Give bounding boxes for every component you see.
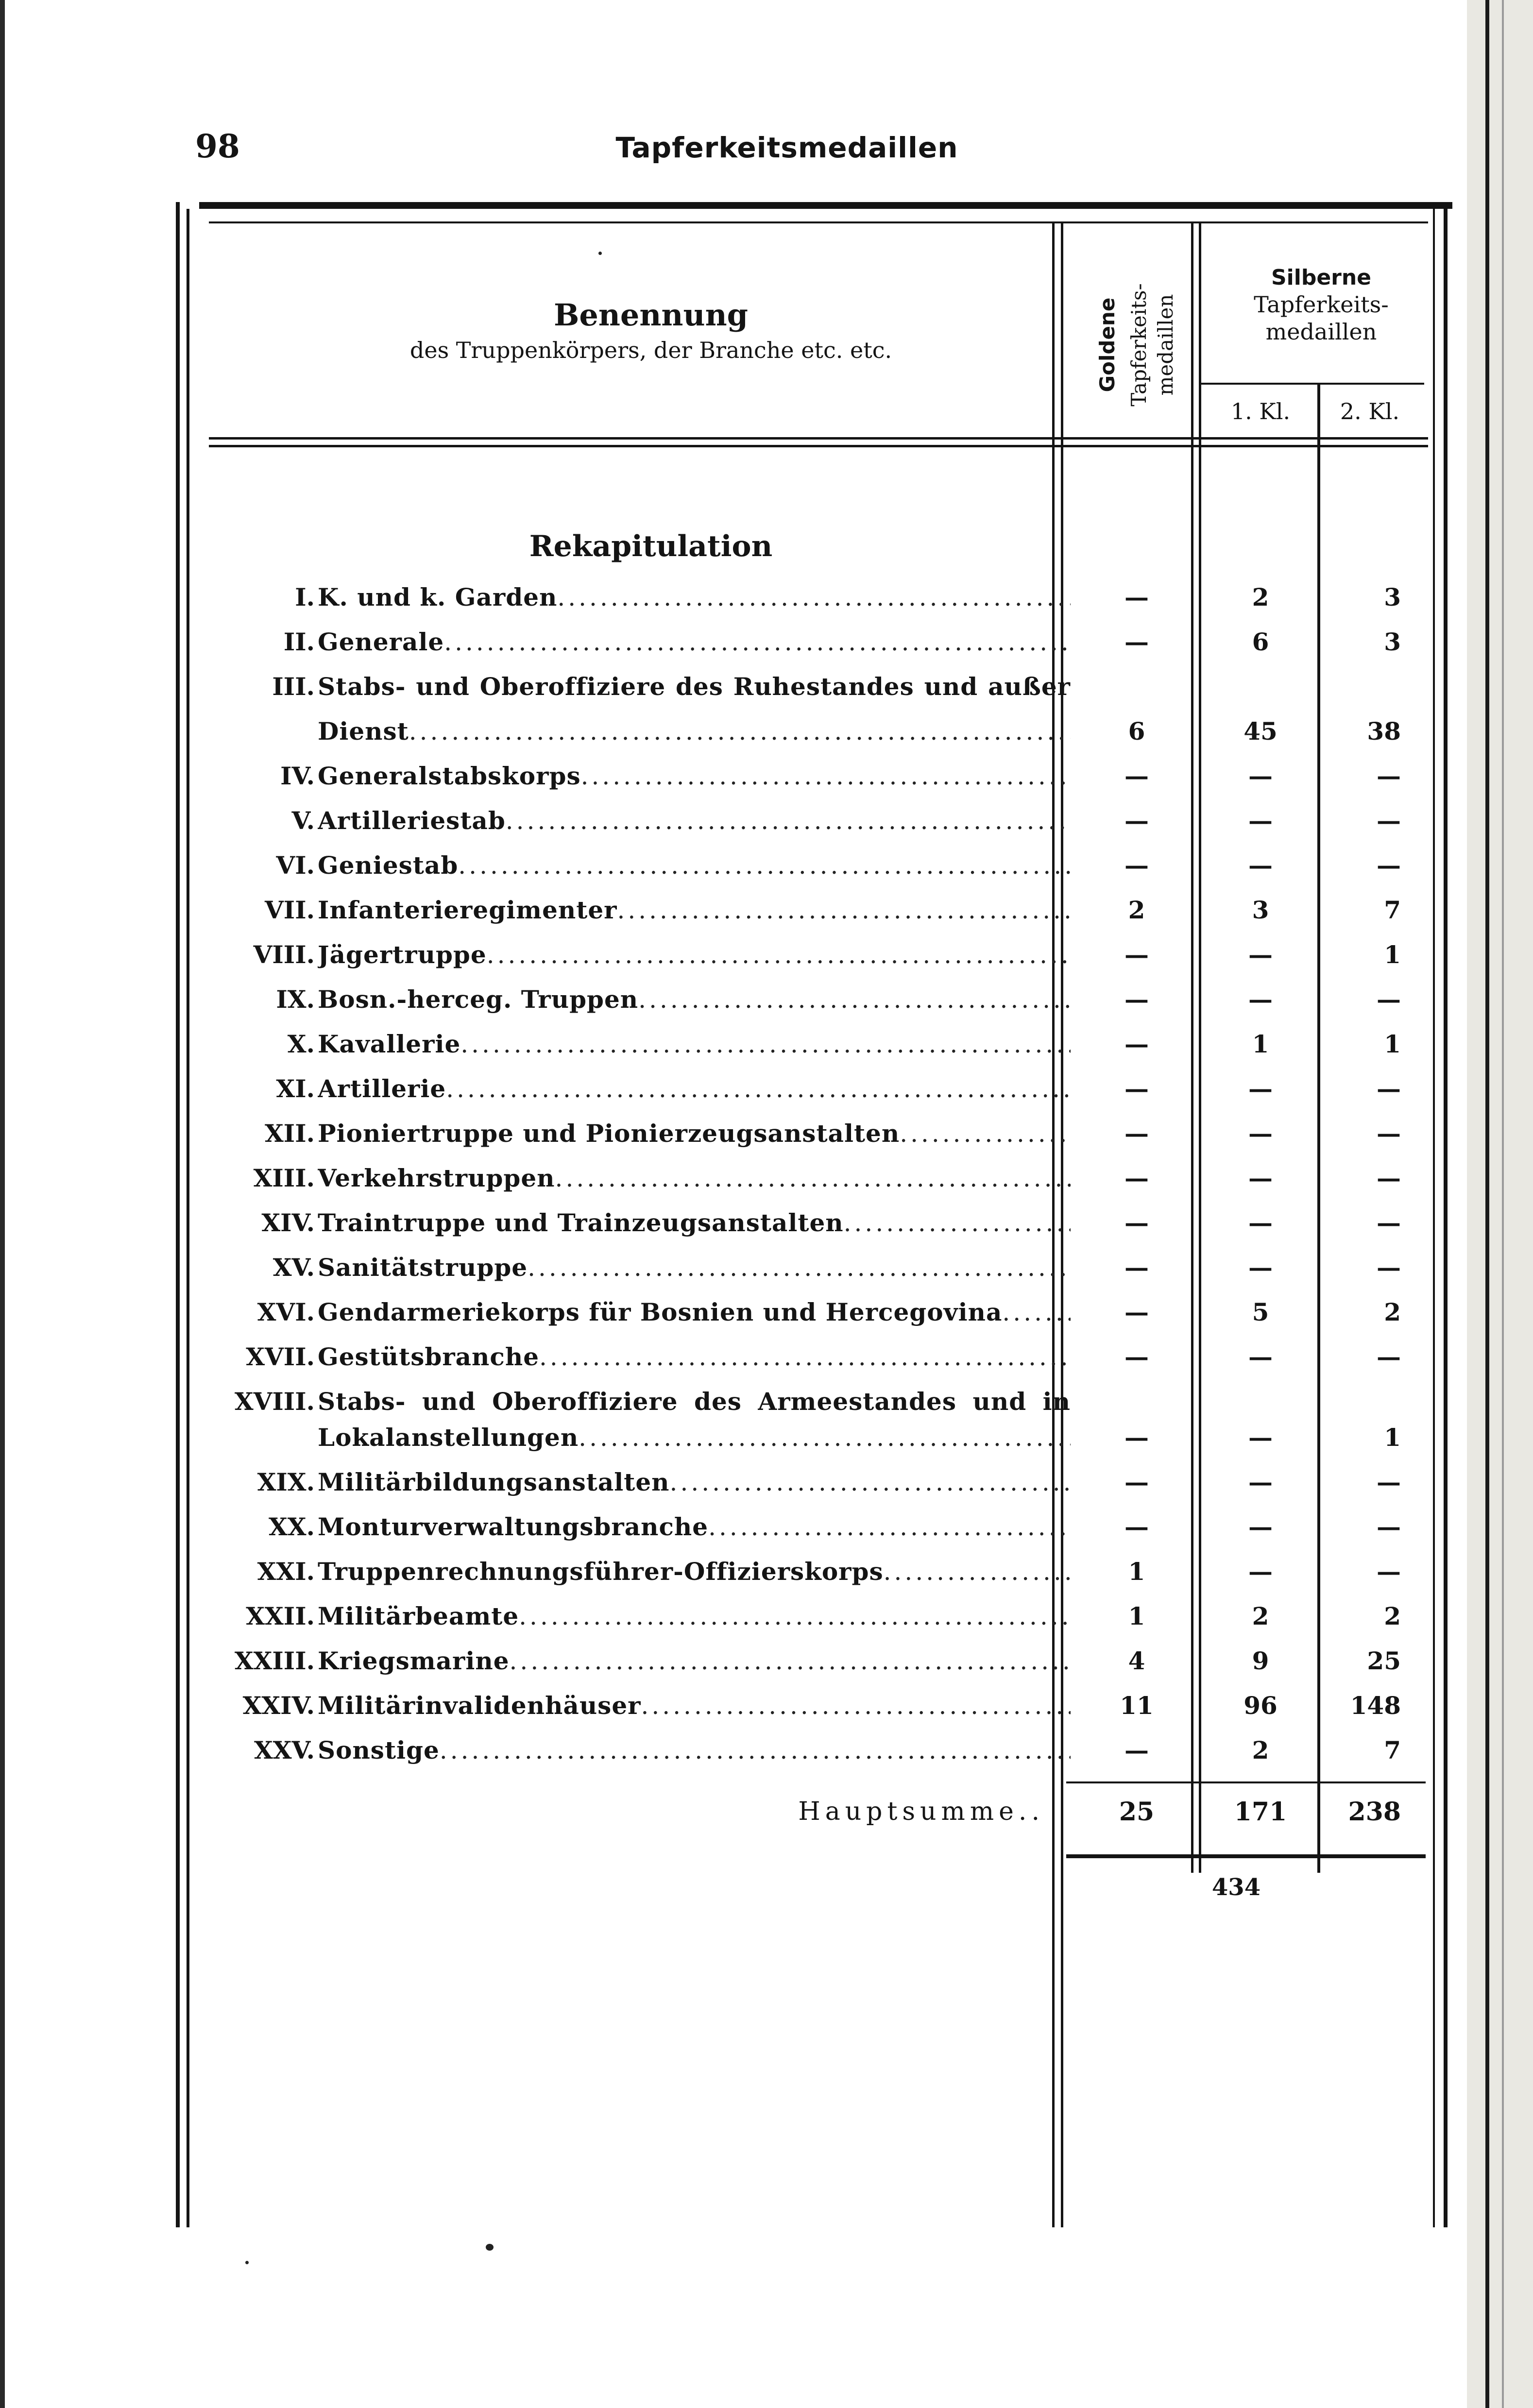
row-label: Kriegsmarine ..... [318,1646,1071,1675]
cell-class2: 2 [1384,1298,1401,1326]
scan-speck [486,2244,494,2251]
cell-class1: — [1248,1557,1273,1586]
cell-gold: — [1124,1342,1149,1371]
silver-header-line3: medaillen [1265,319,1377,345]
row-number: XV. [273,1253,315,1282]
row-label: Artilleriestab ..... [318,806,1071,835]
scan-background [1467,0,1533,2408]
total-gold: 25 [1119,1797,1155,1827]
running-head: Tapferkeitsmedaillen [615,131,958,164]
cell-class2: 3 [1384,627,1401,656]
row-label: Militärbildungsanstalten ..... [318,1468,1071,1496]
row-label: Truppenrechnungsführer-Offizierskorps ..... [318,1557,1071,1586]
row-number: III. [272,672,315,701]
table-top-border [199,202,1452,209]
row-label: Gendarmeriekorps für Bosnien und Hercegovina ..... [318,1298,1071,1326]
row-number: XXI. [257,1557,315,1586]
cell-class2: — [1377,806,1401,835]
row-label: Jägertruppe ..... [318,940,1071,969]
scan-speck [598,252,602,255]
table-row [0,896,1467,939]
table-row [0,851,1467,895]
page-edge-shadow [1485,0,1489,2408]
table-row [0,627,1467,671]
gold-header-line3: medaillen [1154,294,1177,396]
class1-header: 1. Kl. [1230,398,1291,424]
row-number: II. [283,627,315,656]
table-row [0,1646,1467,1690]
gold-header-line2: Tapferkeits- [1127,283,1151,407]
row-number: XVI. [257,1298,315,1326]
cell-gold: — [1124,1074,1149,1103]
cell-gold: — [1124,583,1149,611]
row-label: Stabs- und Oberoffiziere des Armeestandes und in [318,1387,1071,1416]
row-label: Generalstabskorps ..... [318,762,1071,790]
cell-class1: — [1248,806,1273,835]
table-row [0,1468,1467,1511]
row-number: V. [291,806,315,835]
table-row [0,1253,1467,1297]
cell-class2: 148 [1350,1691,1401,1720]
row-number: IX. [276,985,315,1014]
column-name-subtitle: des Truppenkörpers, der Branche etc. etc. [409,337,892,363]
cell-class1: 2 [1252,1602,1269,1630]
row-label: Monturverwaltungsbranche ..... [318,1512,1071,1541]
row-number: XII. [265,1119,315,1148]
cell-class2: — [1377,1074,1401,1103]
cell-class1: — [1248,1342,1273,1371]
cell-gold: — [1124,762,1149,790]
row-number: X. [287,1030,315,1058]
cell-class2: 7 [1384,1736,1401,1764]
row-label: Geniestab ..... [318,851,1071,880]
cell-gold: 1 [1128,1557,1145,1586]
cell-class1: — [1248,1253,1273,1282]
table-row [0,1736,1467,1780]
totals-top-rule [1066,1781,1426,1783]
cell-class2: — [1377,851,1401,880]
cell-class1: 9 [1252,1646,1269,1675]
cell-class1: — [1248,1074,1273,1103]
table-row [0,1557,1467,1601]
cell-class2: 25 [1367,1646,1401,1675]
gold-header-line1: Goldene [1095,297,1119,392]
table-row [0,1208,1467,1252]
table-row [0,1602,1467,1645]
cell-gold: 1 [1128,1602,1145,1630]
column-name-title: Benennung [553,297,749,333]
cell-class1: — [1248,1119,1273,1148]
cell-class2: — [1377,1557,1401,1586]
cell-class2: — [1377,1119,1401,1148]
silver-header-line1: Silberne [1271,265,1372,290]
table-row [0,940,1467,984]
page-number: 98 [195,127,240,165]
row-label: Sonstige ..... [318,1736,1071,1764]
row-label: Generale ..... [318,627,1071,656]
cell-class1: — [1248,851,1273,880]
row-label: Bosn.-herceg. Truppen ..... [318,985,1071,1014]
row-number: IV. [280,762,315,790]
cell-gold: — [1124,1030,1149,1058]
row-number: XI. [276,1074,315,1103]
row-number: XXII. [246,1602,315,1630]
row-number: VII. [265,896,315,924]
row-label: Kavallerie ..... [318,1030,1071,1058]
row-label: Stabs- und Oberoffiziere des Ruhestandes und außer [318,672,1071,701]
cell-gold: — [1124,1512,1149,1541]
cell-gold: 2 [1128,896,1145,924]
cell-gold: — [1124,1208,1149,1237]
cell-gold: 11 [1120,1691,1154,1720]
table-row [0,1512,1467,1556]
row-number: XXV. [254,1736,315,1764]
grand-total: 434 [1211,1874,1261,1901]
row-label: Militärinvalidenhäuser ..... [318,1691,1071,1720]
row-number: XIV. [261,1208,315,1237]
cell-class1: 2 [1252,583,1269,611]
table-row [0,1030,1467,1073]
table-row [0,985,1467,1029]
cell-class1: 1 [1252,1030,1269,1058]
page-fold-line [1502,0,1504,2408]
cell-gold: — [1124,851,1149,880]
row-number: XVII. [246,1342,315,1371]
total-class2: 238 [1348,1797,1401,1827]
table-row [0,672,1467,716]
total-class1: 171 [1234,1797,1287,1827]
cell-gold: — [1124,940,1149,969]
class2-header: 2. Kl. [1340,398,1400,424]
cell-class1: — [1248,1512,1273,1541]
cell-class1: 3 [1252,896,1269,924]
cell-class2: — [1377,1208,1401,1237]
row-number: VIII. [253,940,315,969]
cell-class1: — [1248,1468,1273,1496]
silver-subheader-rule [1201,383,1424,385]
section-title: Rekapitulation [529,529,773,563]
totals-label: Hauptsumme.. [798,1797,1044,1826]
row-number: XIII. [253,1164,315,1192]
cell-gold: — [1124,1468,1149,1496]
row-number: XX. [269,1512,315,1541]
table-row [0,1342,1467,1386]
cell-gold: — [1124,1423,1149,1452]
table-row [0,762,1467,805]
table-row [0,1119,1467,1163]
cell-gold: — [1124,806,1149,835]
row-number: XVIII. [234,1387,315,1416]
row-number: I. [295,583,315,611]
row-label: Pioniertruppe und Pionierzeugsanstalten ..... [318,1119,1071,1148]
totals-bottom-rule [1066,1854,1426,1858]
row-number: XXIV. [242,1691,315,1720]
cell-class2: 1 [1384,940,1401,969]
cell-class1: 6 [1252,627,1269,656]
row-label: Infanterieregimenter ..... [318,896,1071,924]
table-row [0,1423,1467,1467]
row-label: Gestütsbranche ..... [318,1342,1071,1371]
cell-class2: 1 [1384,1030,1401,1058]
cell-class2: 2 [1384,1602,1401,1630]
scan-speck [245,2261,249,2264]
cell-gold: — [1124,1736,1149,1764]
cell-gold: 6 [1128,717,1145,746]
header-bottom-rule-b [209,445,1428,447]
table-row [0,806,1467,850]
row-label: Artillerie ..... [318,1074,1071,1103]
table-row [0,1298,1467,1341]
cell-gold: — [1124,1164,1149,1192]
cell-class2: 3 [1384,583,1401,611]
cell-class1: 96 [1243,1691,1278,1720]
cell-class1: 5 [1252,1298,1269,1326]
row-number: XIX. [257,1468,315,1496]
silver-header-line2: Tapferkeits- [1254,291,1389,318]
row-label: Militärbeamte ..... [318,1602,1071,1630]
row-label: Lokalanstellungen ..... [318,1423,1071,1452]
table-row [0,1074,1467,1118]
cell-class2: 1 [1384,1423,1401,1452]
cell-gold: — [1124,627,1149,656]
row-label: K. und k. Garden ..... [318,583,1071,611]
cell-gold: — [1124,1119,1149,1148]
header-bottom-rule-a [209,437,1428,440]
cell-class2: 7 [1384,896,1401,924]
row-label: Sanitätstruppe ..... [318,1253,1071,1282]
cell-class1: — [1248,1423,1273,1452]
cell-class1: 45 [1243,717,1278,746]
cell-class2: — [1377,1512,1401,1541]
table-row [0,1164,1467,1207]
cell-class1: — [1248,1208,1273,1237]
table-row [0,717,1467,761]
cell-gold: 4 [1128,1646,1145,1675]
cell-class1: — [1248,985,1273,1014]
cell-class2: — [1377,1342,1401,1371]
row-label: Traintruppe und Trainzeugsanstalten ..... [318,1208,1071,1237]
cell-gold: — [1124,985,1149,1014]
cell-class1: — [1248,762,1273,790]
cell-gold: — [1124,1298,1149,1326]
cell-class1: — [1248,1164,1273,1192]
cell-class1: 2 [1252,1736,1269,1764]
row-number: XXIII. [234,1646,315,1675]
row-number: VI. [276,851,315,880]
row-label: Dienst ..... [318,717,1071,746]
table-row [0,1691,1467,1735]
cell-class2: 38 [1367,717,1401,746]
cell-class1: — [1248,940,1273,969]
table-row [0,583,1467,627]
cell-class2: — [1377,1468,1401,1496]
cell-class2: — [1377,1164,1401,1192]
cell-class2: — [1377,985,1401,1014]
table-top-inner-rule [209,221,1428,223]
cell-class2: — [1377,762,1401,790]
row-label: Verkehrstruppen ..... [318,1164,1071,1192]
cell-class2: — [1377,1253,1401,1282]
cell-gold: — [1124,1253,1149,1282]
